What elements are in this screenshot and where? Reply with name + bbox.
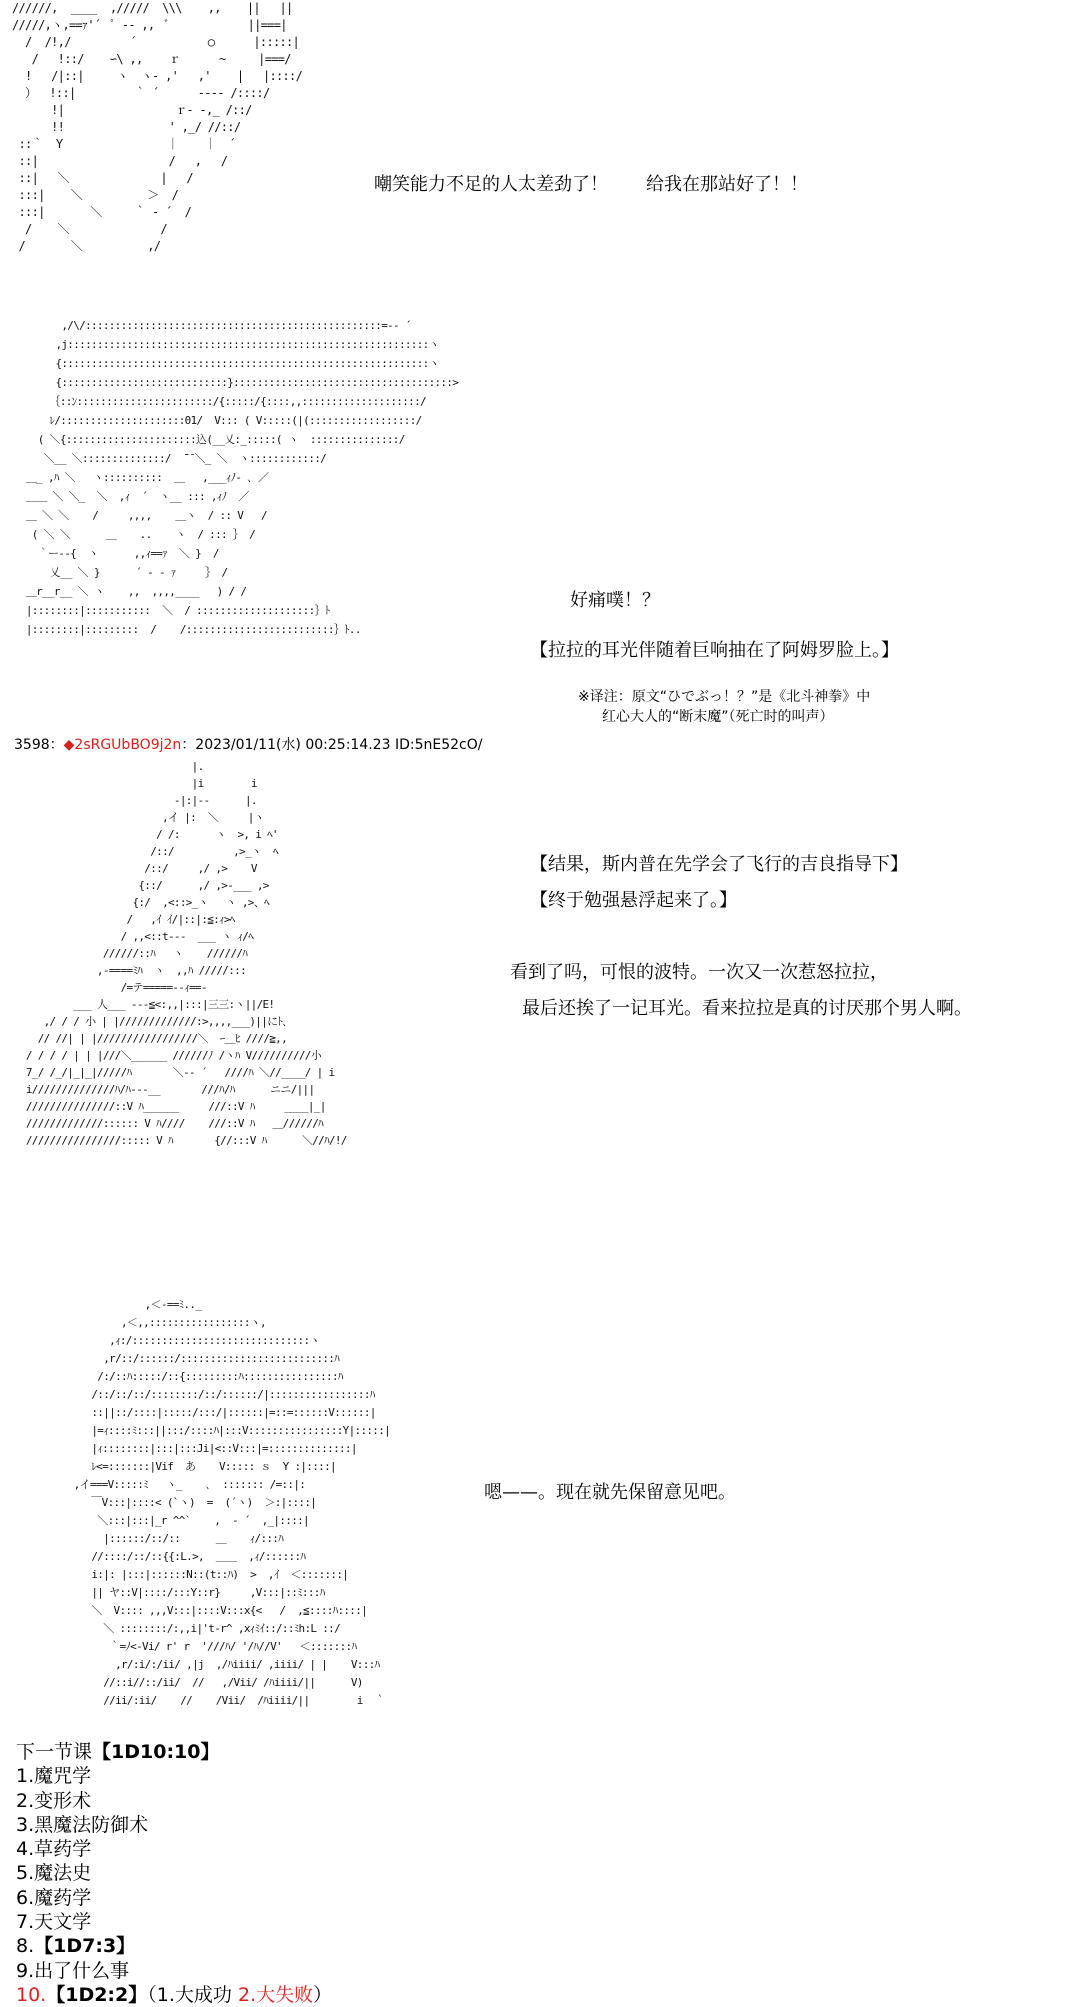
post-header — [14, 734, 482, 754]
option-astronomy: 7.天文学 — [16, 1911, 92, 1934]
post-separator: ： — [49, 737, 64, 753]
post-number: 3598 — [14, 737, 50, 753]
option-charms: 1.魔咒学 — [16, 1765, 92, 1788]
dialogue-line: 好痛噗！？ — [570, 590, 660, 611]
roll-result: 【1D2:2】 — [46, 1983, 148, 2006]
dialogue-line: 最后还挨了一记耳光。看来拉拉是真的讨厌那个男人啊。 — [522, 998, 972, 1019]
ascii-art-panel-1: //////, ____ ,///// \\\ ,, || || /////,ヽ,==ｧ'´ ﾟ -‐ ,, ﾞ ||===| / /!,/ ´ ○ |:::::| / !::/ ∽\ ,, ｒ ~ |===/ ! /|::| ヽ ヽ- ,' ,' | |::::/ ） !::| ｀ ´ ---- /::::/ !| ｒ- -,_ /::/ !! ' ,_/ //::/ ::｀ Y ｜ ｜ ´ ::| / , / ::| ＼ | / :::| ＼ ＞ / :::| ＼ ｀ - ´ / / ＼ / / ＼ ,/ — [12, 1, 303, 253]
narration-line: 【结果，斯内普在先学会了飞行的吉良指导下】 — [530, 854, 908, 875]
dialogue-line: 嘲笑能力不足的人太差劲了！ — [374, 174, 608, 195]
next-class-menu — [16, 1740, 332, 2007]
translator-note: 红心大人的“断末魔”（死亡时的叫声） — [602, 709, 834, 725]
result-critical-failure: 2.大失败 — [237, 1983, 314, 2006]
option-history-of-magic: 5.魔法史 — [16, 1862, 92, 1885]
narration-line: 【拉拉的耳光伴随着巨响抽在了阿姆罗脸上。】 — [530, 640, 899, 661]
ascii-art-panel-4: ,＜-==ﾐ.._ ,＜,,:::::::::::::::::ヽ, ,ｨ:/::::::::::::::::::::::::::::::ヽ ,r/::/::::::/::::::::::::::::::::::::::ﾊ /:/::ﾊ:::::/::{:::::::::ﾊ::::::::::::::::ﾊ /::/::/::/::::::::/::/::::::/|:::::::::::::::::ﾊ ::||::/::::|:::::/:::/|::::::|=::=::::::V::::::| |=ｨ::::ﾐ:::||:::/::::ﾊ|:::V::::::::::::::::Y|:::::| |ｨ::::::::|:::|:::Ji|<::V:::|=::::::::::::::| ﾚ<=:::::::|Vif あ V::::: ｓ Y :|::::| ,イ===V:::::ﾐ ヽ_ ､ ::::::: /=::|: ￣V:::|::::< (`ヽ) = (´ヽ) ＞:|::::| ＼:::|:::|_r ^^` , ‐ ´ ,_|::::| |::::::/::/:: ＿ ｨ/:::ﾊ //::::/::/::{{:L.>, ＿＿ ,ｨ/::::::ﾊ i:|: |:::|::::::N::(t::ﾊ) > ,ｲ ＜:::::::| || ヤ::V|::::/:::Y::r} ,V:::|::ﾐ:::ﾊ ＼ V:::: ,,,V:::|::::V:::x{< / ,≦::::ﾊ::::| ＼ ::::::::/:,,i|'t-r^ ,xｨﾐｲ::/::ﾐh:L ::/ ｀=ﾉ<-Vi/ r' r '///ﾊ/ '/ﾊ//V' ＜:::::::ﾊ ,r/:i/:/ii/ ,|j ,/ﾊiiii/ ,iiii/ | | V:::ﾊ //::i//::/ii/ // ,/Vii/ /ﾊiiii/|| V) //ii/:ii/ // /Vii/ /ﾊiiii/|| i ｀ — [73, 1298, 391, 1707]
ascii-art-panel-2: ,/\/::::::::::::::::::::::::::::::::::::::::::::::::::=-‐ ´ ,j:::::::::::::::::::::::::::::::::::::::::::::::::::::::::::::ヽ {::::::::::::::::::::::::::::::::::::::::::::::::::::::::::::::ヽ {::::::::::::::::::::::::::::}:::::::::::::::::::::::::::::::::::::> ｛::ﾝ:::::::::::::::::::::::/{:::::/{::::,,::::::::::::::::::::/ ﾚ/:::::::::::::::::::::01/ V::: ( V:::::(|(::::::::::::::::::/ ( ＼{::::::::::::::::::::::込(__乂:_:::::( ヽ :::::::::::::::/ ＼__ ＼::::::::::::::/ ̄̄ ̄ ＼_ ＼ ヽ::::::::::::/ ＿_ ,ﾊ ＼ ヽ:::::::::: ＿ ,___ｨﾉ- ､ ／ ＿＿ ＼ ＼_ ＼ ,ｨ ´ ヽ__ ::: ,ｨﾉ ／ ＿ ＼ ＼ / ,,,, ＿ヽ / :: V / ( ＼ ＼ ＿ .. ヽ / ::: ｝ / ｀ー--{ ヽ ,,ｨ==ｧ ＼ } / 乂__ ＼ } ´ ‐ - ｧ ｝ / ＿r__r__ ＼ ヽ ,, ,,,,____ ) / / |::::::::|::::::::::: ＼ / ::::::::::::::::::::｝ﾄ |::::::::|::::::::: / /:::::::::::::::::::::::::｝ﾄ.. — [25, 319, 459, 636]
option-something-happened: 9.出了什么事 — [16, 1959, 130, 1982]
option-potions: 6.魔药学 — [16, 1886, 92, 1909]
option-8: 8.【1D7:3】 — [16, 1935, 136, 1958]
post-meta: ：2023/01/11(水) 00:25:14.23 ID:5nE52cO/ — [181, 737, 483, 753]
narration-line: 【终于勉强悬浮起来了。】 — [530, 890, 737, 911]
roll-result: 【1D10:10】 — [92, 1741, 220, 1763]
ascii-art-panel-3: |. |i i -|:|-- |. ,イ |: ＼ |ヽ / /: ヽ >, i ﾍ' /::/ ,>_ヽ ﾍ /::/ ,/ ,> V {::/ ,/ ,>-___ ,> {:/ ,<::>_ヽ ヽ ,>、ﾍ / ,ｲ ｲ/|::|:≦:ｨ>ﾍ / ,,<::t--- ___ ヽ ｨ/ﾍ //////::ﾊ ヽ //////ﾊ ,-====ﾐﾊ ヽ ,,ﾊ /////::: /=テ=====--ｨ==- ___ 人___ ---≦<:,,|:::|三三:ヽ||/E! ,/ / / 小 | |/////////////:>,,,,___)||にﾄ､ // //| | |/////////////////＼ ｰ＿ﾋ ////≧,, / / / / | | |///＼______ //////ﾉ /ヽﾊ V//////////小 7_/ /_/|_|_|/////ﾊ ＼-- ´ ////ﾊ ＼//____/ | i i//////////////ﾊ/ﾊ---__ ///ﾊ/ﾊ ニニ/||| ///////////////::V ﾊ______ ///::V ﾊ ____|_| /////////////:::::: V ﾊ//// ///::V ﾊ ＿//////ﾊ ////////////////::::: V ﾊ {//:::V ﾊ ＼//ﾊ/!/ — [25, 760, 347, 1147]
option-transfiguration: 2.变形术 — [16, 1789, 92, 1812]
option-10: 10.【1D2:2】（1.大成功 2.大失败） — [16, 1983, 333, 2006]
dialogue-line: 给我在那站好了！！ — [646, 174, 808, 195]
roll-result: 【1D7:3】 — [34, 1935, 136, 1958]
option-herbology: 4.草药学 — [16, 1838, 92, 1861]
dialogue-line: 看到了吗，可恨的波特。一次又一次惹怒拉拉， — [510, 962, 888, 983]
option-defense-against-dark-arts: 3.黑魔法防御术 — [16, 1813, 149, 1836]
next-class-title: 下一节课【1D10:10】 — [16, 1741, 220, 1763]
post-trip[interactable]: ◆2sRGUbBO9j2n — [63, 737, 182, 753]
translator-note: ※译注：原文“ひでぶっ！？”是《北斗神拳》中 — [578, 689, 871, 705]
dialogue-line: 嗯——。现在就先保留意见吧。 — [484, 1482, 736, 1503]
